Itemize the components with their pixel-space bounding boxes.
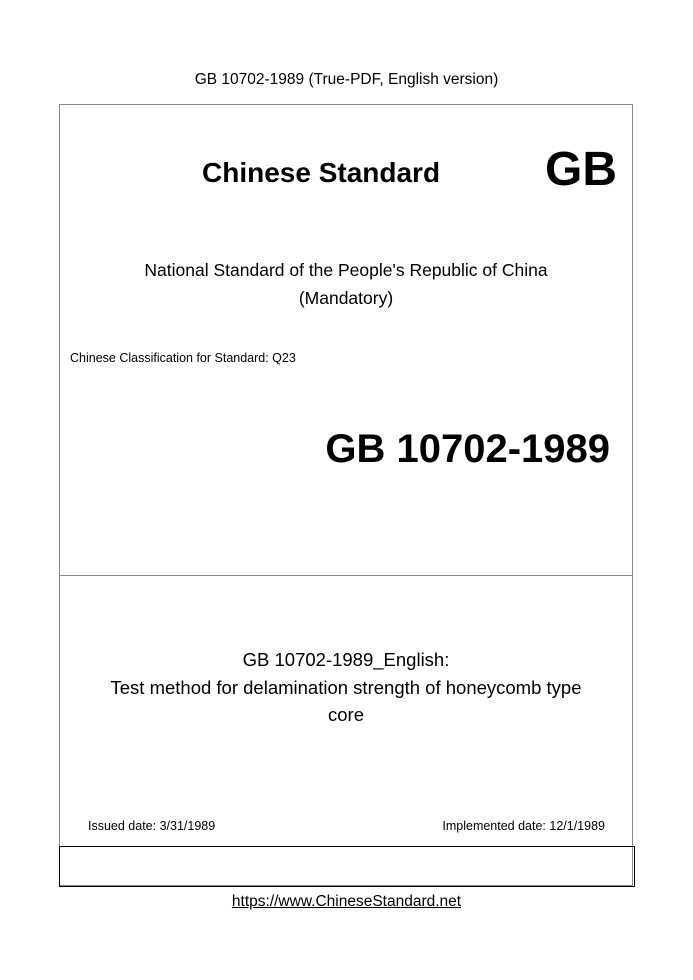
- cover-title: Chinese Standard: [202, 157, 441, 188]
- gb-badge: GB: [545, 143, 617, 196]
- cover-footer-box: [59, 846, 635, 887]
- mandatory-label: (Mandatory): [298, 288, 394, 308]
- issued-date: Issued date: 3/31/1989: [88, 819, 216, 833]
- document-code-title: GB 10702-1989_English:: [242, 649, 450, 670]
- national-standard-line: National Standard of the People's Republic of China: [144, 260, 548, 280]
- cover-lower-section: [60, 576, 632, 846]
- document-title-line-1: Test method for delamination strength of honeycomb type: [110, 677, 582, 698]
- page-header-caption: GB 10702-1989 (True-PDF, English version): [194, 71, 499, 88]
- classification-label: Chinese Classification for Standard: Q23: [70, 351, 296, 365]
- document-title-line-2: core: [328, 704, 364, 725]
- cover-frame: [59, 104, 633, 886]
- cover-upper-section: [60, 105, 632, 576]
- standard-number: GB 10702-1989: [325, 427, 610, 471]
- implemented-date: Implemented date: 12/1/1989: [442, 819, 605, 833]
- website-link[interactable]: https://www.ChineseStandard.net: [231, 893, 462, 910]
- footer-link-container: [0, 893, 693, 911]
